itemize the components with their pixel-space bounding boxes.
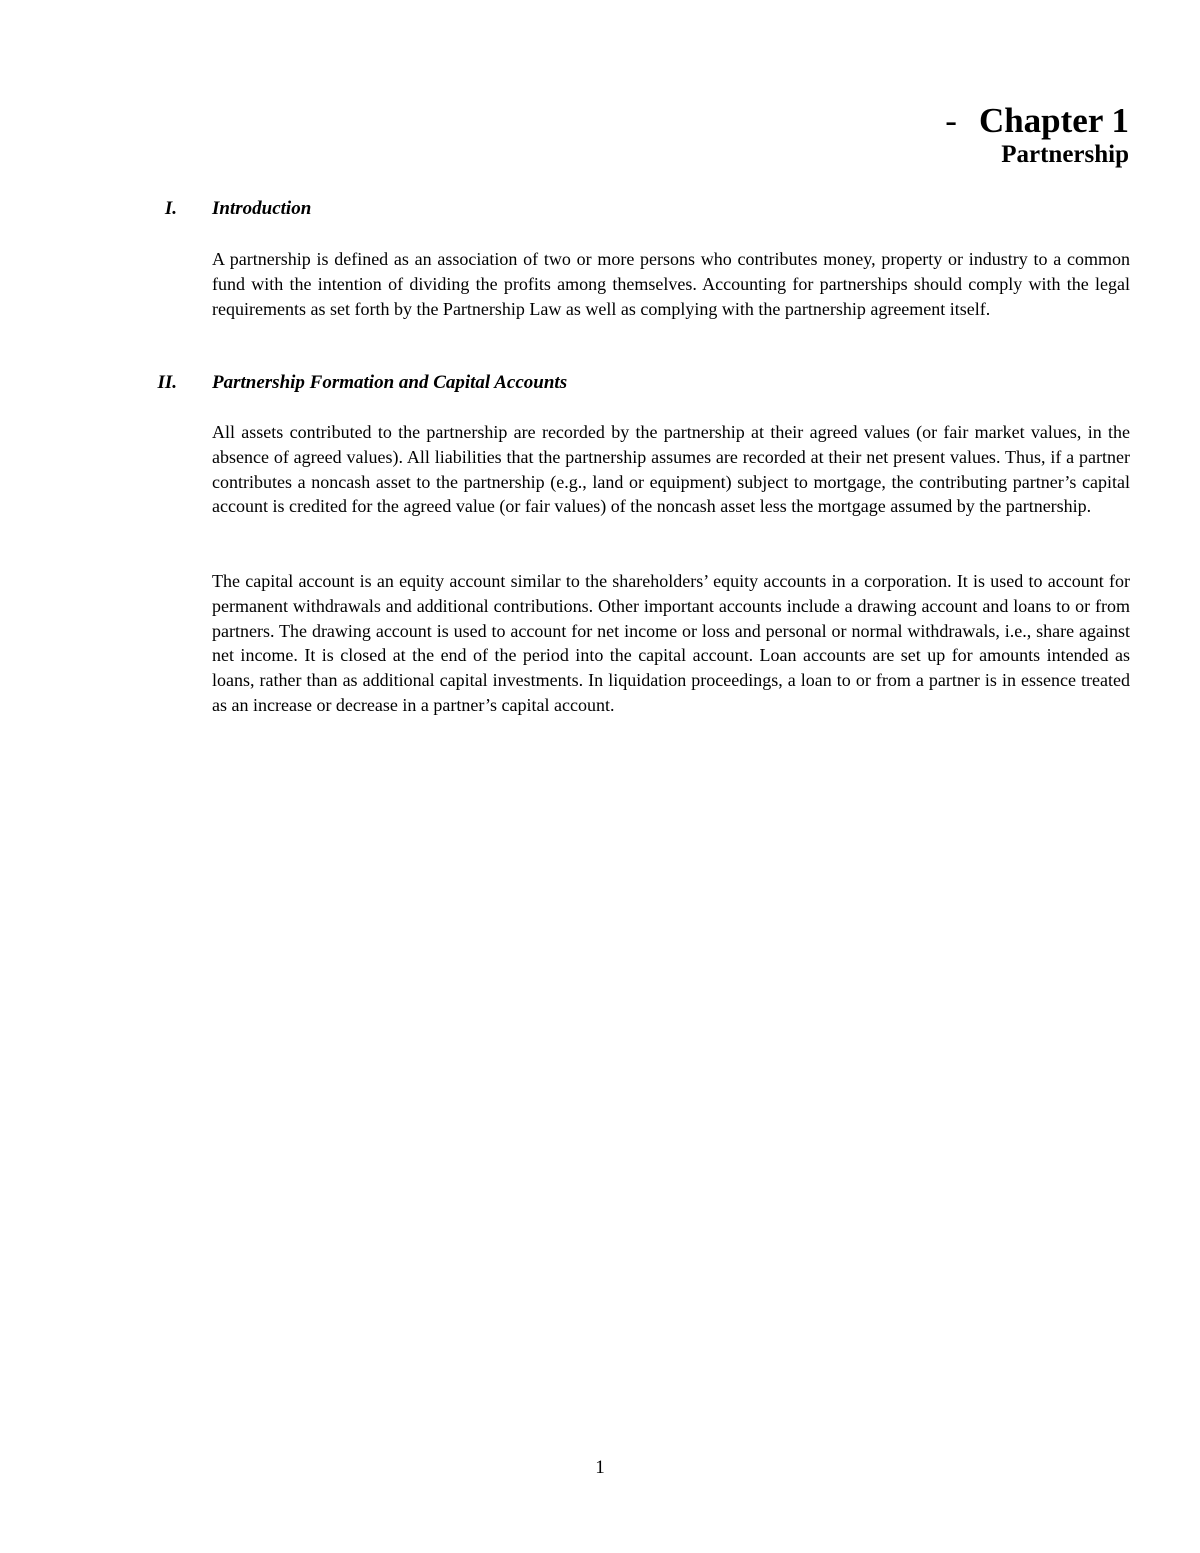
- chapter-number: Chapter 1: [978, 101, 1129, 140]
- section-numeral: I.: [164, 198, 177, 219]
- chapter-header: [945, 100, 1129, 170]
- page-number: 1: [595, 1457, 605, 1478]
- section-title: Introduction: [212, 198, 312, 219]
- introduction-paragraph: A partnership is defined as an association of two or more persons who contributes money, property or industry to a common fund with the intention of dividing the profits among themselves. Accounting for partnerships should comply with the legal requirements as set forth by the Partnership Law as well as complying with the partnership agreement itself.: [212, 249, 1130, 319]
- chapter-dash: -: [945, 101, 957, 140]
- formation-paragraph-2: The capital account is an equity account similar to the shareholders’ equity accounts in a corporation. It is used to account for permanent withdrawals and additional contributions. Other important accounts include a drawing account and loans to or from partners. The drawing account is used to account for net income or loss and personal or normal withdrawals, i.e., share against net income. It is closed at the end of the period into the capital account. Loan accounts are set up for amounts intended as loans, rather than as additional capital investments. In liquidation proceedings, a loan to or from a partner is in essence treated as an increase or decrease in a partner’s capital account.: [212, 571, 1130, 715]
- chapter-title: [945, 100, 1129, 142]
- section-numeral: II.: [157, 372, 177, 393]
- section-title: Partnership Formation and Capital Accounts: [212, 372, 568, 393]
- formation-paragraph-1: All assets contributed to the partnership are recorded by the partnership at their agreed values (or fair market values, in the absence of agreed values). All liabilities that the partnership assumes are recorded at their net present values. Thus, if a partner contributes a noncash asset to the partnership (e.g., land or equipment) subject to mortgage, the contributing partner’s capital account is credited for the agreed value (or fair values) of the noncash asset less the mortgage assumed by the partnership.: [212, 422, 1130, 517]
- chapter-subtitle: Partnership: [1001, 141, 1129, 168]
